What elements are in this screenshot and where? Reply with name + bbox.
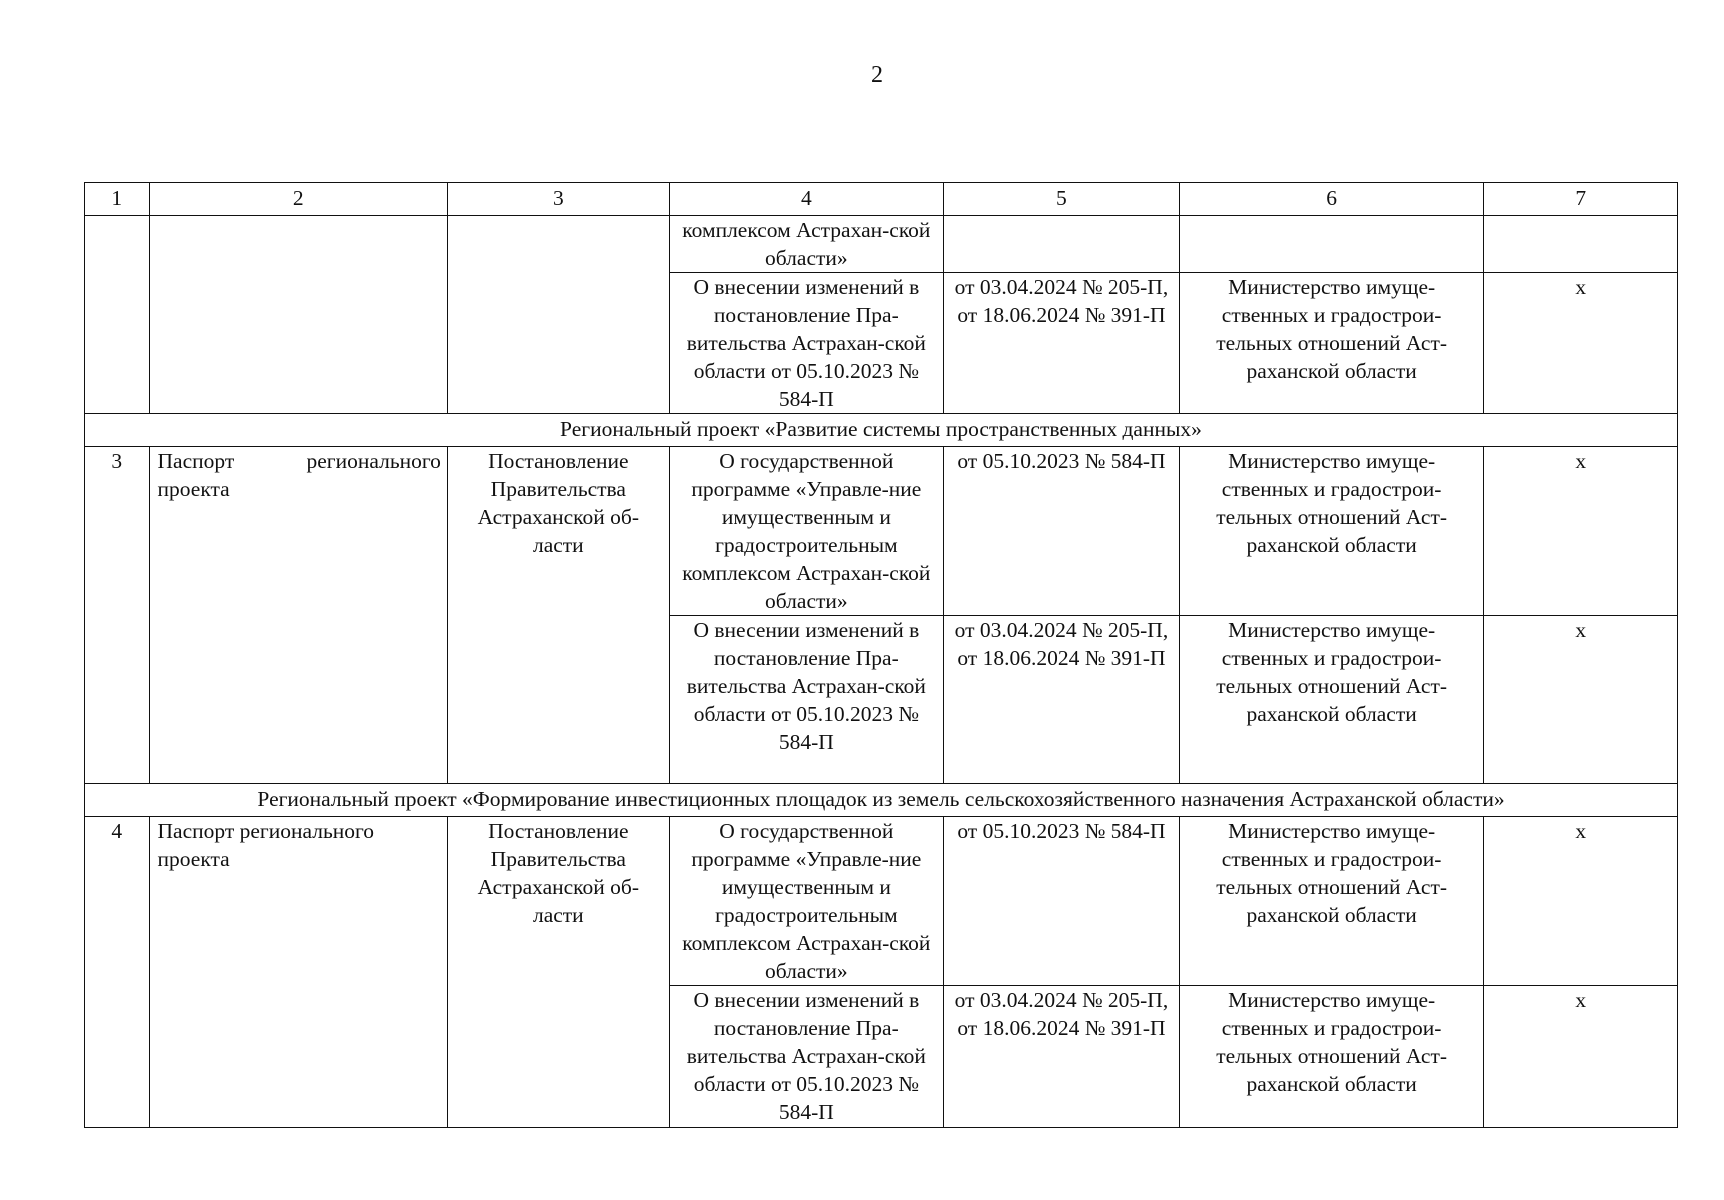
document-cell — [149, 216, 447, 414]
act-cell: Постановление Правительства Астраханской об-ласти — [447, 447, 669, 784]
column-header: 2 — [149, 183, 447, 216]
document-cell: Паспорт регионального проекта — [149, 447, 447, 784]
act-title-cell: О государственной программе «Управле-ние имущественным и градостроительным комплексом Астрахан-ской области» — [669, 817, 943, 986]
act-date-cell: от 05.10.2023 № 584-П — [943, 447, 1179, 616]
number-cell — [85, 216, 150, 414]
act-cell — [447, 216, 669, 414]
section-row — [85, 414, 1678, 447]
mark-cell — [1484, 216, 1678, 273]
column-header: 7 — [1484, 183, 1678, 216]
table-row — [85, 817, 1678, 986]
act-title-cell: О внесении изменений в постановление Пра-вительства Астрахан-ской области от 05.10.2023 № 584-П — [669, 273, 943, 414]
executor-cell — [1179, 216, 1483, 273]
act-title-cell: О внесении изменений в постановление Пра-вительства Астрахан-ской области от 05.10.2023 № 584-П — [669, 616, 943, 784]
act-date-cell: от 05.10.2023 № 584-П — [943, 817, 1179, 986]
registry-table — [84, 182, 1678, 1128]
act-date-cell: от 03.04.2024 № 205-П, от 18.06.2024 № 391-П — [943, 616, 1179, 784]
column-header: 5 — [943, 183, 1179, 216]
mark-cell: х — [1484, 817, 1678, 986]
act-date-cell: от 03.04.2024 № 205-П, от 18.06.2024 № 391-П — [943, 273, 1179, 414]
number-cell: 3 — [85, 447, 150, 784]
column-header: 6 — [1179, 183, 1483, 216]
executor-cell: Министерство имуще-ственных и градострои-тельных отношений Аст-раханской области — [1179, 447, 1483, 616]
executor-cell: Министерство имуще-ственных и градострои-тельных отношений Аст-раханской области — [1179, 817, 1483, 986]
number-cell: 4 — [85, 817, 150, 1128]
act-title-cell: О внесении изменений в постановление Пра-вительства Астрахан-ской области от 05.10.2023 № 584-П — [669, 986, 943, 1128]
column-header: 3 — [447, 183, 669, 216]
section-title: Региональный проект «Развитие системы пространственных данных» — [85, 414, 1678, 447]
mark-cell: х — [1484, 273, 1678, 414]
table-row — [85, 447, 1678, 616]
executor-cell: Министерство имуще-ственных и градострои-тельных отношений Аст-раханской области — [1179, 273, 1483, 414]
document-cell: Паспорт регионального проекта — [149, 817, 447, 1128]
page-number: 2 — [871, 62, 883, 88]
column-header: 1 — [85, 183, 150, 216]
act-title-cell: комплексом Астрахан-ской области» — [669, 216, 943, 273]
act-date-cell — [943, 216, 1179, 273]
section-title: Региональный проект «Формирование инвестиционных площадок из земель сельскохозяйственного назначения Астраханской области» — [85, 784, 1678, 817]
mark-cell: х — [1484, 986, 1678, 1128]
column-header: 4 — [669, 183, 943, 216]
act-title-cell: О государственной программе «Управле-ние имущественным и градостроительным комплексом Астрахан-ской области» — [669, 447, 943, 616]
section-row — [85, 784, 1678, 817]
table-row — [85, 216, 1678, 273]
act-date-cell: от 03.04.2024 № 205-П, от 18.06.2024 № 391-П — [943, 986, 1179, 1128]
mark-cell: х — [1484, 616, 1678, 784]
table-header-row — [85, 183, 1678, 216]
executor-cell: Министерство имуще-ственных и градострои-тельных отношений Аст-раханской области — [1179, 986, 1483, 1128]
mark-cell: х — [1484, 447, 1678, 616]
act-cell: Постановление Правительства Астраханской об-ласти — [447, 817, 669, 1128]
executor-cell: Министерство имуще-ственных и градострои-тельных отношений Аст-раханской области — [1179, 616, 1483, 784]
